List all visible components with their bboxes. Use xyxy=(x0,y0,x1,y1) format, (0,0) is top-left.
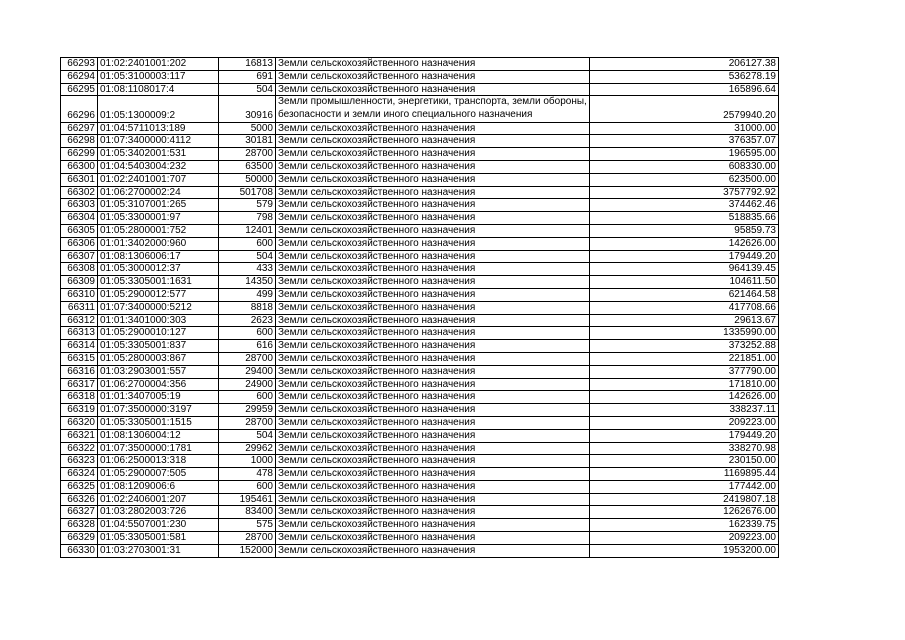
area-cell: 1000 xyxy=(219,455,276,468)
table-row xyxy=(61,122,779,135)
cadastral-number-cell: 01:02:2401001:707 xyxy=(98,173,219,186)
area-cell: 433 xyxy=(219,263,276,276)
cadastral-number-cell: 01:05:2800001:752 xyxy=(98,224,219,237)
land-category-cell: Земли сельскохозяйственного назначения xyxy=(276,493,590,506)
area-cell: 29962 xyxy=(219,442,276,455)
land-registry-table xyxy=(60,57,779,558)
area-cell: 600 xyxy=(219,327,276,340)
cadastral-number-cell: 01:05:1300009:2 xyxy=(98,96,219,122)
land-category-cell: Земли сельскохозяйственного назначения xyxy=(276,340,590,353)
area-cell: 50000 xyxy=(219,173,276,186)
row-number-cell: 66293 xyxy=(61,58,98,71)
cadastral-number-cell: 01:06:2500013:318 xyxy=(98,455,219,468)
table-row xyxy=(61,327,779,340)
row-number-cell: 66309 xyxy=(61,276,98,289)
land-category-cell: Земли сельскохозяйственного назначения xyxy=(276,58,590,71)
area-cell: 616 xyxy=(219,340,276,353)
table-row xyxy=(61,276,779,289)
cadastral-value-cell: 142626.00 xyxy=(590,391,779,404)
cadastral-number-cell: 01:05:2900007:505 xyxy=(98,468,219,481)
cadastral-number-cell: 01:07:3500000:1781 xyxy=(98,442,219,455)
cadastral-value-cell: 1262676.00 xyxy=(590,506,779,519)
table-row xyxy=(61,96,779,122)
row-number-cell: 66294 xyxy=(61,70,98,83)
land-category-cell: Земли сельскохозяйственного назначения xyxy=(276,442,590,455)
row-number-cell: 66320 xyxy=(61,416,98,429)
land-category-cell: Земли сельскохозяйственного назначения xyxy=(276,122,590,135)
row-number-cell: 66328 xyxy=(61,519,98,532)
cadastral-value-cell: 3757792.92 xyxy=(590,186,779,199)
cadastral-value-cell: 373252.88 xyxy=(590,340,779,353)
row-number-cell: 66303 xyxy=(61,199,98,212)
cadastral-value-cell: 608330.00 xyxy=(590,160,779,173)
cadastral-value-cell: 31000.00 xyxy=(590,122,779,135)
table-row xyxy=(61,173,779,186)
land-category-cell: Земли сельскохозяйственного назначения xyxy=(276,365,590,378)
table-row xyxy=(61,70,779,83)
cadastral-number-cell: 01:08:1108017:4 xyxy=(98,83,219,96)
land-category-cell: Земли сельскохозяйственного назначения xyxy=(276,404,590,417)
row-number-cell: 66296 xyxy=(61,96,98,122)
row-number-cell: 66295 xyxy=(61,83,98,96)
cadastral-number-cell: 01:08:1306004:12 xyxy=(98,429,219,442)
cadastral-value-cell: 177442.00 xyxy=(590,480,779,493)
cadastral-value-cell: 417708.66 xyxy=(590,301,779,314)
area-cell: 24900 xyxy=(219,378,276,391)
land-category-cell: Земли сельскохозяйственного назначения xyxy=(276,378,590,391)
table-row xyxy=(61,416,779,429)
table-row xyxy=(61,250,779,263)
table-row xyxy=(61,263,779,276)
area-cell: 152000 xyxy=(219,544,276,557)
table-row xyxy=(61,493,779,506)
cadastral-number-cell: 01:04:5403004:232 xyxy=(98,160,219,173)
area-cell: 600 xyxy=(219,391,276,404)
land-category-cell: Земли сельскохозяйственного назначения xyxy=(276,455,590,468)
table-row xyxy=(61,212,779,225)
row-number-cell: 66312 xyxy=(61,314,98,327)
land-category-cell: Земли сельскохозяйственного назначения xyxy=(276,186,590,199)
table-row xyxy=(61,404,779,417)
cadastral-value-cell: 2579940.20 xyxy=(590,96,779,122)
table-row xyxy=(61,301,779,314)
table-row xyxy=(61,58,779,71)
area-cell: 600 xyxy=(219,480,276,493)
cadastral-value-cell: 179449.20 xyxy=(590,429,779,442)
row-number-cell: 66322 xyxy=(61,442,98,455)
cadastral-number-cell: 01:05:3402001:531 xyxy=(98,148,219,161)
cadastral-number-cell: 01:01:3401000:303 xyxy=(98,314,219,327)
cadastral-number-cell: 01:05:2800003:867 xyxy=(98,352,219,365)
row-number-cell: 66319 xyxy=(61,404,98,417)
row-number-cell: 66311 xyxy=(61,301,98,314)
cadastral-value-cell: 964139.45 xyxy=(590,263,779,276)
cadastral-value-cell: 338237.11 xyxy=(590,404,779,417)
table-row xyxy=(61,83,779,96)
table-row xyxy=(61,237,779,250)
area-cell: 30916 xyxy=(219,96,276,122)
area-cell: 504 xyxy=(219,83,276,96)
row-number-cell: 66300 xyxy=(61,160,98,173)
cadastral-value-cell: 29613.67 xyxy=(590,314,779,327)
area-cell: 579 xyxy=(219,199,276,212)
row-number-cell: 66326 xyxy=(61,493,98,506)
area-cell: 29400 xyxy=(219,365,276,378)
cadastral-number-cell: 01:02:2401001:202 xyxy=(98,58,219,71)
cadastral-number-cell: 01:07:3400000:5212 xyxy=(98,301,219,314)
land-category-cell: Земли сельскохозяйственного назначения xyxy=(276,532,590,545)
row-number-cell: 66307 xyxy=(61,250,98,263)
land-category-cell: Земли сельскохозяйственного назначения xyxy=(276,83,590,96)
cadastral-value-cell: 536278.19 xyxy=(590,70,779,83)
cadastral-number-cell: 01:05:3100003:117 xyxy=(98,70,219,83)
area-cell: 504 xyxy=(219,429,276,442)
table-row xyxy=(61,135,779,148)
land-category-cell: Земли сельскохозяйственного назначения xyxy=(276,70,590,83)
cadastral-number-cell: 01:05:2900010:127 xyxy=(98,327,219,340)
cadastral-number-cell: 01:01:3407005:19 xyxy=(98,391,219,404)
land-category-cell: Земли сельскохозяйственного назначения xyxy=(276,135,590,148)
table-row xyxy=(61,506,779,519)
row-number-cell: 66318 xyxy=(61,391,98,404)
land-category-cell: Земли сельскохозяйственного назначения xyxy=(276,468,590,481)
table-row xyxy=(61,480,779,493)
area-cell: 5000 xyxy=(219,122,276,135)
land-category-cell: Земли сельскохозяйственного назначения xyxy=(276,199,590,212)
cadastral-number-cell: 01:05:3305001:1631 xyxy=(98,276,219,289)
document-page xyxy=(60,57,779,558)
land-category-cell: Земли сельскохозяйственного назначения xyxy=(276,416,590,429)
row-number-cell: 66299 xyxy=(61,148,98,161)
area-cell: 798 xyxy=(219,212,276,225)
cadastral-value-cell: 221851.00 xyxy=(590,352,779,365)
area-cell: 501708 xyxy=(219,186,276,199)
cadastral-number-cell: 01:05:2900012:577 xyxy=(98,288,219,301)
row-number-cell: 66315 xyxy=(61,352,98,365)
row-number-cell: 66327 xyxy=(61,506,98,519)
cadastral-number-cell: 01:04:5507001:230 xyxy=(98,519,219,532)
row-number-cell: 66310 xyxy=(61,288,98,301)
land-category-cell: Земли сельскохозяйственного назначения xyxy=(276,276,590,289)
row-number-cell: 66323 xyxy=(61,455,98,468)
cadastral-number-cell: 01:05:3300001:97 xyxy=(98,212,219,225)
area-cell: 29959 xyxy=(219,404,276,417)
table-row xyxy=(61,532,779,545)
area-cell: 16813 xyxy=(219,58,276,71)
cadastral-number-cell: 01:03:2703001:31 xyxy=(98,544,219,557)
land-category-cell: Земли сельскохозяйственного назначения xyxy=(276,160,590,173)
cadastral-value-cell: 338270.98 xyxy=(590,442,779,455)
land-category-cell: Земли сельскохозяйственного назначения xyxy=(276,301,590,314)
cadastral-number-cell: 01:03:2802003:726 xyxy=(98,506,219,519)
area-cell: 504 xyxy=(219,250,276,263)
table-row xyxy=(61,352,779,365)
cadastral-value-cell: 2419807.18 xyxy=(590,493,779,506)
table-row xyxy=(61,365,779,378)
table-row xyxy=(61,288,779,301)
table-row xyxy=(61,148,779,161)
row-number-cell: 66321 xyxy=(61,429,98,442)
area-cell: 575 xyxy=(219,519,276,532)
land-category-cell: Земли сельскохозяйственного назначения xyxy=(276,314,590,327)
cadastral-value-cell: 377790.00 xyxy=(590,365,779,378)
table-row xyxy=(61,199,779,212)
area-cell: 195461 xyxy=(219,493,276,506)
row-number-cell: 66317 xyxy=(61,378,98,391)
cadastral-number-cell: 01:05:3107001:265 xyxy=(98,199,219,212)
cadastral-number-cell: 01:06:2700002:24 xyxy=(98,186,219,199)
cadastral-number-cell: 01:05:3305001:1515 xyxy=(98,416,219,429)
cadastral-value-cell: 1953200.00 xyxy=(590,544,779,557)
row-number-cell: 66324 xyxy=(61,468,98,481)
cadastral-number-cell: 01:05:3305001:581 xyxy=(98,532,219,545)
cadastral-value-cell: 230150.00 xyxy=(590,455,779,468)
cadastral-value-cell: 206127.38 xyxy=(590,58,779,71)
land-category-cell: Земли сельскохозяйственного назначения xyxy=(276,391,590,404)
row-number-cell: 66329 xyxy=(61,532,98,545)
cadastral-number-cell: 01:02:2406001:207 xyxy=(98,493,219,506)
row-number-cell: 66316 xyxy=(61,365,98,378)
land-category-cell: Земли сельскохозяйственного назначения xyxy=(276,519,590,532)
area-cell: 600 xyxy=(219,237,276,250)
table-row xyxy=(61,455,779,468)
cadastral-value-cell: 1169895.44 xyxy=(590,468,779,481)
land-category-cell: Земли промышленности, энергетики, транспорта, земли обороны, безопасности и земли иного специального назначения xyxy=(276,96,590,122)
cadastral-number-cell: 01:06:2700004:356 xyxy=(98,378,219,391)
row-number-cell: 66314 xyxy=(61,340,98,353)
area-cell: 478 xyxy=(219,468,276,481)
area-cell: 28700 xyxy=(219,532,276,545)
land-category-cell: Земли сельскохозяйственного назначения xyxy=(276,224,590,237)
cadastral-number-cell: 01:07:3500000:3197 xyxy=(98,404,219,417)
table-row xyxy=(61,340,779,353)
cadastral-value-cell: 179449.20 xyxy=(590,250,779,263)
cadastral-value-cell: 104611.50 xyxy=(590,276,779,289)
cadastral-value-cell: 165896.64 xyxy=(590,83,779,96)
area-cell: 691 xyxy=(219,70,276,83)
cadastral-number-cell: 01:05:3305001:837 xyxy=(98,340,219,353)
land-category-cell: Земли сельскохозяйственного назначения xyxy=(276,544,590,557)
area-cell: 8818 xyxy=(219,301,276,314)
cadastral-number-cell: 01:01:3402000:960 xyxy=(98,237,219,250)
land-category-cell: Земли сельскохозяйственного назначения xyxy=(276,288,590,301)
row-number-cell: 66325 xyxy=(61,480,98,493)
row-number-cell: 66298 xyxy=(61,135,98,148)
land-category-cell: Земли сельскохозяйственного назначения xyxy=(276,352,590,365)
area-cell: 83400 xyxy=(219,506,276,519)
area-cell: 499 xyxy=(219,288,276,301)
row-number-cell: 66302 xyxy=(61,186,98,199)
row-number-cell: 66297 xyxy=(61,122,98,135)
row-number-cell: 66313 xyxy=(61,327,98,340)
table-row xyxy=(61,544,779,557)
land-category-cell: Земли сельскохозяйственного назначения xyxy=(276,506,590,519)
land-category-cell: Земли сельскохозяйственного назначения xyxy=(276,263,590,276)
cadastral-value-cell: 95859.73 xyxy=(590,224,779,237)
land-category-cell: Земли сельскохозяйственного назначения xyxy=(276,212,590,225)
cadastral-value-cell: 162339.75 xyxy=(590,519,779,532)
table-row xyxy=(61,314,779,327)
land-category-cell: Земли сельскохозяйственного назначения xyxy=(276,237,590,250)
cadastral-value-cell: 196595.00 xyxy=(590,148,779,161)
cadastral-value-cell: 621464.58 xyxy=(590,288,779,301)
cadastral-value-cell: 1335990.00 xyxy=(590,327,779,340)
table-row xyxy=(61,519,779,532)
cadastral-number-cell: 01:07:3400000:4112 xyxy=(98,135,219,148)
land-category-cell: Земли сельскохозяйственного назначения xyxy=(276,148,590,161)
table-row xyxy=(61,391,779,404)
area-cell: 63500 xyxy=(219,160,276,173)
area-cell: 28700 xyxy=(219,352,276,365)
cadastral-value-cell: 376357.07 xyxy=(590,135,779,148)
cadastral-value-cell: 374462.46 xyxy=(590,199,779,212)
table-row xyxy=(61,224,779,237)
table-row xyxy=(61,442,779,455)
cadastral-value-cell: 171810.00 xyxy=(590,378,779,391)
area-cell: 12401 xyxy=(219,224,276,237)
table-row xyxy=(61,160,779,173)
land-category-cell: Земли сельскохозяйственного назначения xyxy=(276,429,590,442)
area-cell: 2623 xyxy=(219,314,276,327)
row-number-cell: 66304 xyxy=(61,212,98,225)
row-number-cell: 66306 xyxy=(61,237,98,250)
cadastral-number-cell: 01:08:1306006:17 xyxy=(98,250,219,263)
row-number-cell: 66330 xyxy=(61,544,98,557)
table-row xyxy=(61,186,779,199)
row-number-cell: 66308 xyxy=(61,263,98,276)
cadastral-number-cell: 01:08:1209006:6 xyxy=(98,480,219,493)
row-number-cell: 66301 xyxy=(61,173,98,186)
row-number-cell: 66305 xyxy=(61,224,98,237)
cadastral-value-cell: 209223.00 xyxy=(590,416,779,429)
cadastral-value-cell: 209223.00 xyxy=(590,532,779,545)
cadastral-value-cell: 623500.00 xyxy=(590,173,779,186)
table-row xyxy=(61,468,779,481)
area-cell: 28700 xyxy=(219,416,276,429)
area-cell: 28700 xyxy=(219,148,276,161)
cadastral-number-cell: 01:03:2903001:557 xyxy=(98,365,219,378)
table-row xyxy=(61,429,779,442)
land-category-cell: Земли сельскохозяйственного назначения xyxy=(276,480,590,493)
cadastral-value-cell: 142626.00 xyxy=(590,237,779,250)
table-body xyxy=(61,58,779,558)
area-cell: 30181 xyxy=(219,135,276,148)
cadastral-number-cell: 01:04:5711013:189 xyxy=(98,122,219,135)
land-category-cell: Земли сельскохозяйственного назначения xyxy=(276,173,590,186)
cadastral-value-cell: 518835.66 xyxy=(590,212,779,225)
table-row xyxy=(61,378,779,391)
area-cell: 14350 xyxy=(219,276,276,289)
land-category-cell: Земли сельскохозяйственного назначения xyxy=(276,250,590,263)
land-category-cell: Земли сельскохозяйственного назначения xyxy=(276,327,590,340)
cadastral-number-cell: 01:05:3000012:37 xyxy=(98,263,219,276)
